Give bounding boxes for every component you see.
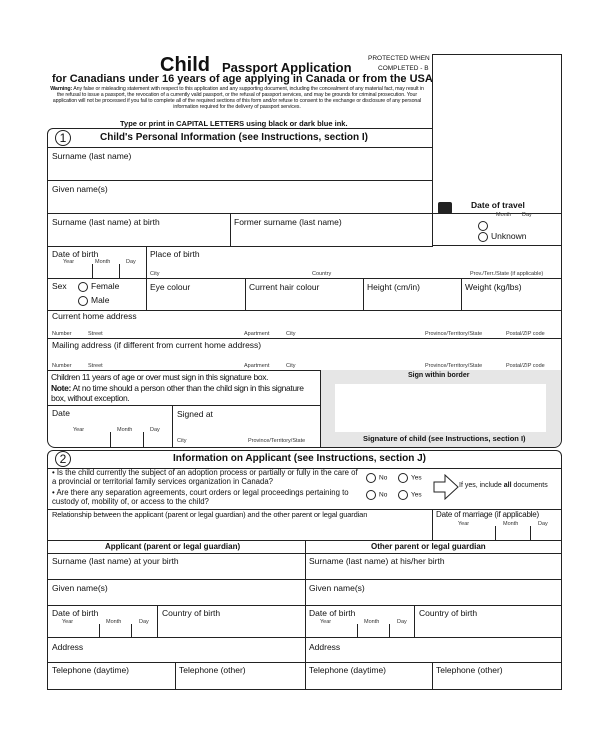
male-radio[interactable] xyxy=(78,294,109,306)
day-label: Day xyxy=(126,259,136,265)
question-custody: • Are there any separation agreements, court orders or legal proceedings pertaining to custody of, mobility of, or access to the child? xyxy=(52,488,349,506)
day-label: Day xyxy=(150,427,160,433)
postal-label: Postal/ZIP code xyxy=(506,363,545,369)
applicant-header: Applicant (parent or legal guardian) xyxy=(105,542,241,551)
title-main: Passport Application xyxy=(222,60,352,75)
apartment-label: Apartment xyxy=(244,363,270,369)
city-label: City xyxy=(150,271,160,277)
title-child: Child xyxy=(160,54,210,76)
signature-instructions xyxy=(51,372,319,404)
applicant-country-of-birth-field[interactable]: Country of birth xyxy=(162,608,221,618)
city-label: City xyxy=(286,331,296,337)
section2-title: Information on Applicant (see Instructions, section J) xyxy=(173,453,426,464)
applicant-tel-day-field[interactable]: Telephone (daytime) xyxy=(52,665,130,675)
height-unit: (cm/in) xyxy=(393,282,420,292)
date-of-birth-field[interactable]: Date of birth xyxy=(52,249,99,259)
protected-label-2: COMPLETED - B xyxy=(378,65,429,72)
weight-unit: (kg/lbs) xyxy=(493,282,522,292)
street-label: Street xyxy=(88,331,103,337)
section1-title: Child's Personal Information (see Instructions, section I) xyxy=(100,132,368,143)
place-of-birth-field[interactable]: Place of birth xyxy=(150,249,200,259)
relationship-field[interactable]: Relationship between the applicant (parent or legal guardian) and the other parent or legal guardian xyxy=(52,510,368,519)
other-address-field[interactable]: Address xyxy=(309,642,341,652)
year-label: Year xyxy=(62,619,74,625)
signed-at-field[interactable]: Signed at xyxy=(177,409,213,419)
day-label: Day xyxy=(397,619,407,625)
sex-label: Sex xyxy=(52,281,67,291)
documents-text: documents xyxy=(513,482,548,489)
year-label: Year xyxy=(320,619,332,625)
no-label: No xyxy=(379,491,388,499)
other-tel-other-field[interactable]: Telephone (other) xyxy=(436,665,503,675)
home-address-field[interactable]: Current home address xyxy=(52,311,137,321)
personal-details xyxy=(47,246,562,371)
signature-date-field[interactable]: Date xyxy=(52,408,70,418)
given-name-field[interactable]: Given name(s) xyxy=(52,184,108,194)
prov-label: Prov./Terr./State (if applicable) xyxy=(470,271,544,277)
surname-field[interactable]: Surname (last name) xyxy=(52,151,132,161)
protected-label: PROTECTED WHEN xyxy=(368,55,430,62)
month-label: Month xyxy=(496,212,512,218)
hair-colour-field[interactable]: Current hair colour xyxy=(249,282,320,292)
warning-text: Any false or misleading statement with respect to this application and any supporting document, including the concealment of any material fact, may result in the refusal to issue a passport, the revocation of a currently valid passport, or the refusal of passport services, and may be grounds for criminal prosecution. Your application will not be processed if you fail to complete all of the required sections of this form and/or refuse to consent to the exchange or disclosure of any personal information required for the delivery of passport services. xyxy=(52,86,424,110)
day-label: Day xyxy=(139,619,149,625)
height-label: Height xyxy=(367,282,392,292)
signature-box[interactable] xyxy=(335,384,546,432)
weight-field[interactable] xyxy=(465,282,522,292)
if-yes-text: If yes, include xyxy=(459,482,502,489)
month-label: Month xyxy=(95,259,111,265)
other-dob-field[interactable]: Date of birth xyxy=(309,608,356,618)
month-label: Month xyxy=(106,619,122,625)
mailing-address-field[interactable]: Mailing address (if different from current home address) xyxy=(52,340,262,350)
date-of-travel-label: Date of travel xyxy=(471,200,525,210)
prov-label: Province/Territory/State xyxy=(425,331,483,337)
prov-label: Province/Territory/State xyxy=(248,438,306,444)
q1-yes-radio[interactable] xyxy=(398,473,422,483)
all-text: all xyxy=(503,482,512,489)
name-fields xyxy=(47,147,433,247)
year-label: Year xyxy=(63,259,75,265)
other-given-field[interactable]: Given name(s) xyxy=(309,583,365,593)
day-label: Day xyxy=(522,212,532,218)
number-label: Number xyxy=(52,331,72,337)
female-radio[interactable] xyxy=(78,280,119,292)
section2-number: 2 xyxy=(55,451,71,467)
suitcase-icon xyxy=(438,202,452,214)
sig-text: Children 11 years of age or over must sign in this signature box. xyxy=(51,372,269,382)
sign-within-border: Sign within border xyxy=(408,372,470,379)
height-field[interactable] xyxy=(367,282,420,292)
day-label: Day xyxy=(538,521,548,527)
country-label: Country xyxy=(312,271,332,277)
marriage-date-field[interactable]: Date of marriage (if applicable) xyxy=(436,510,539,519)
former-surname-field[interactable]: Former surname (last name) xyxy=(234,217,342,227)
weight-label: Weight xyxy=(465,282,492,292)
other-country-of-birth-field[interactable]: Country of birth xyxy=(419,608,478,618)
applicant-address-field[interactable]: Address xyxy=(52,642,84,652)
month-label: Month xyxy=(503,521,519,527)
female-label: Female xyxy=(91,281,120,291)
q1-no-radio[interactable] xyxy=(366,473,387,483)
yes-label: Yes xyxy=(411,491,422,499)
postal-label: Postal/ZIP code xyxy=(506,331,545,337)
month-label: Month xyxy=(117,427,133,433)
other-tel-day-field[interactable]: Telephone (daytime) xyxy=(309,665,387,675)
subtitle: for Canadians under 16 years of age applying in Canada or from the USA xyxy=(52,73,433,85)
other-parent-header: Other parent or legal guardian xyxy=(371,542,486,551)
apartment-label: Apartment xyxy=(244,331,270,337)
warning xyxy=(48,86,426,110)
applicant-dob-field[interactable]: Date of birth xyxy=(52,608,99,618)
signature-caption: Signature of child (see Instructions, section I) xyxy=(363,434,526,443)
instruction: Type or print in CAPITAL LETTERS using black or dark blue ink. xyxy=(120,119,348,128)
city-label: City xyxy=(286,363,296,369)
q2-yes-radio[interactable] xyxy=(398,490,422,500)
applicant-tel-other-field[interactable]: Telephone (other) xyxy=(179,665,246,675)
no-label: No xyxy=(379,474,388,482)
applicant-given-field[interactable]: Given name(s) xyxy=(52,583,108,593)
year-label: Year xyxy=(73,427,85,433)
arrow-right-icon xyxy=(433,474,459,500)
month-label: Month xyxy=(364,619,380,625)
surname-at-birth-field[interactable]: Surname (last name) at birth xyxy=(52,217,160,227)
section1-number: 1 xyxy=(55,130,71,146)
note-label: Note: xyxy=(51,382,71,393)
question-adoption: • Is the child currently the subject of an adoption process or partially or fully in the care of a provincial or territorial family services organization in Canada? xyxy=(52,468,358,486)
unknown-radio[interactable] xyxy=(478,231,526,242)
note-text: At no time should a person other than the child sign in this signature box, without exception. xyxy=(51,382,304,403)
street-label: Street xyxy=(88,363,103,369)
applicant-surname-field[interactable]: Surname (last name) at your birth xyxy=(52,556,179,566)
eye-colour-field[interactable]: Eye colour xyxy=(150,282,191,292)
yes-label: Yes xyxy=(411,474,422,482)
unknown-label: Unknown xyxy=(491,231,527,241)
other-surname-field[interactable]: Surname (last name) at his/her birth xyxy=(309,556,445,566)
prov-label: Province/Territory/State xyxy=(425,363,483,369)
male-label: Male xyxy=(91,295,110,305)
number-label: Number xyxy=(52,363,72,369)
city-label: City xyxy=(177,438,187,444)
warning-label: Warning: xyxy=(50,86,73,92)
year-label: Year xyxy=(458,521,470,527)
if-yes-note xyxy=(459,482,548,489)
q2-no-radio[interactable] xyxy=(366,490,387,500)
